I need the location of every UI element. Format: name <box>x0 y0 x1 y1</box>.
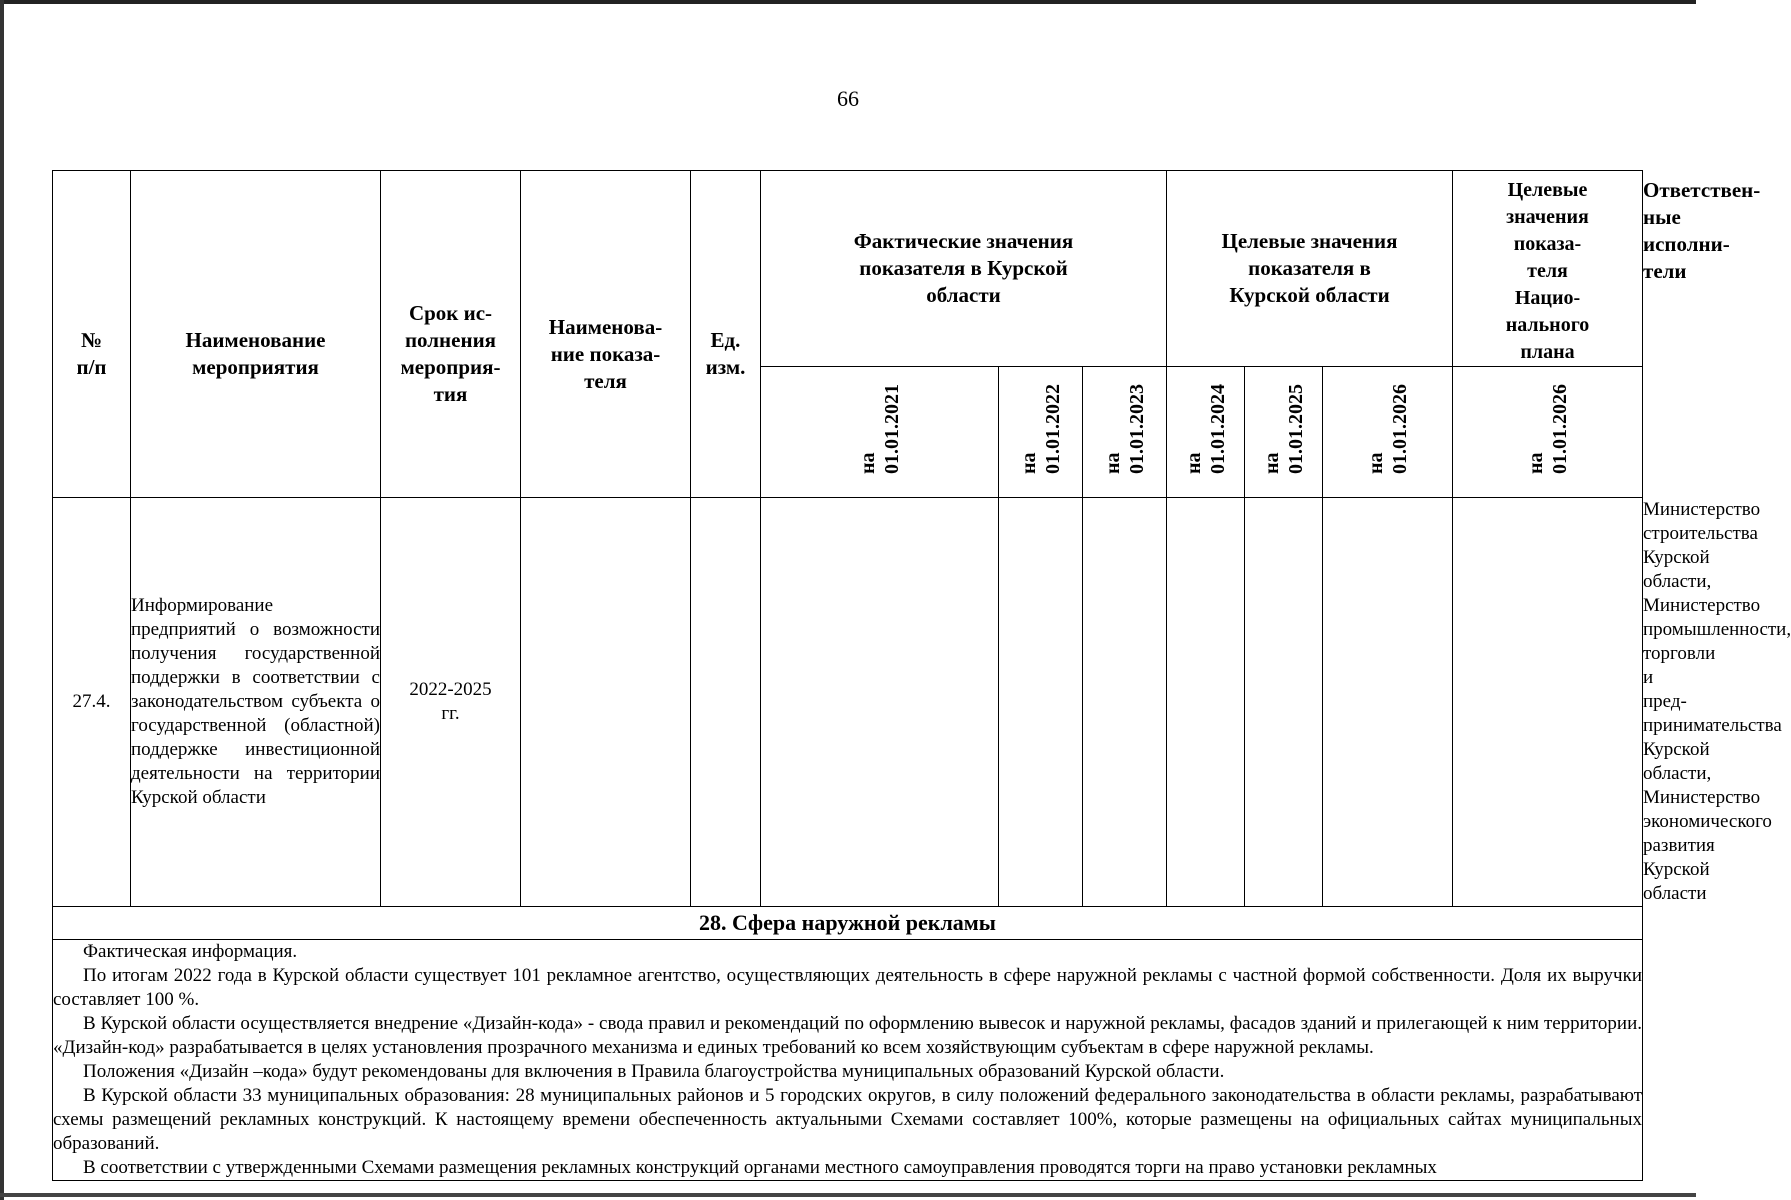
header-date-national-2026: на 01.01.2026 <box>1453 367 1643 498</box>
paragraph: В Курской области осуществляется внедрение «Дизайн-кода» - свода правил и рекомендаций по оформлению вывесок и наружной рекламы, фасадов зданий и прилегающей к ним территории. «Дизайн-код» разрабатывается в целях установления прозрачного механизма и единых требований ко всем хозяйствующим субъектам в сфере наружной рекламы. <box>53 1013 1642 1058</box>
row-value-2023 <box>1083 498 1167 907</box>
header-date-2026: на 01.01.2026 <box>1323 367 1453 498</box>
section-title: 28. Сфера наружной рекламы <box>53 907 1643 940</box>
header-indicator-name: Наименова- ние показа- теля <box>521 171 691 498</box>
header-term: Срок ис- полнения мероприя- тия <box>381 171 521 498</box>
text-row <box>53 940 1643 1181</box>
scan-edge-left <box>0 0 4 1200</box>
paragraph: Положения «Дизайн –кода» будут рекомендованы для включения в Правила благоустройства муниципальных образований Курской области. <box>83 1061 1225 1082</box>
header-actual-values-group: Фактические значения показателя в Курской области <box>761 171 1167 367</box>
row-value-national-2026 <box>1453 498 1643 907</box>
paragraph: В соответствии с утвержденными Схемами размещения рекламных конструкций органами местного самоуправления проводятся торги на право установки рекламных <box>83 1157 1437 1178</box>
row-value-2021 <box>761 498 999 907</box>
header-row-top: № п/п Наименование мероприятия Срок ис- полнения мероприя- тия Наименова- ние показа- теля Ед. изм. Фактические значения показателя в Курской области Целевые значения показателя в Курской области Целевые значения показа- теля Нацио- нального плана Ответствен- ные исполни- тели <box>53 171 1643 367</box>
header-date-2021: на 01.01.2021 <box>761 367 999 498</box>
page-number: 66 <box>837 86 859 111</box>
header-number: № п/п <box>53 171 131 498</box>
header-date-2024: на 01.01.2024 <box>1167 367 1245 498</box>
header-unit: Ед. изм. <box>691 171 761 498</box>
header-date-2022: на 01.01.2022 <box>999 367 1083 498</box>
header-target-values-group: Целевые значения показателя в Курской области <box>1167 171 1453 367</box>
row-indicator-name <box>521 498 691 907</box>
row-value-2026 <box>1323 498 1453 907</box>
row-value-2025 <box>1245 498 1323 907</box>
row-number: 27.4. <box>53 498 131 907</box>
paragraph: По итогам 2022 года в Курской области существует 101 рекламное агентство, осуществляющих деятельность в сфере наружной рекламы с частной формой собственности. Доля их выручки составляет 100 %. <box>53 965 1642 1010</box>
row-term: 2022-2025 гг. <box>381 498 521 907</box>
row-value-2024 <box>1167 498 1245 907</box>
paragraph: В Курской области 33 муниципальных образования: 28 муниципальных районов и 5 городских округов, в силу положений федерального законодательства в области рекламы, разрабатывают схемы размещений рекламных конструкций. К настоящему времени обеспеченность актуальными Схемами составляет 100%, которые размещены на официальных сайтах муниципальных образований. <box>53 1085 1642 1154</box>
row-event-name: Информирование предприятий о возможности получения государственной поддержки в соответствии с законодательством субъекта о государственной (областной) поддержке инвестиционной деятельности на территории Курской области <box>131 498 381 907</box>
row-value-2022 <box>999 498 1083 907</box>
scan-edge-top <box>0 0 1696 4</box>
header-date-2025: на 01.01.2025 <box>1245 367 1323 498</box>
header-national-plan-values: Целевые значения показа- теля Нацио- нального плана <box>1453 171 1643 367</box>
indicators-table <box>52 170 1791 1181</box>
section-text <box>53 940 1643 1181</box>
table-row: 27.4. Информирование предприятий о возможности получения государственной поддержки в соответствии с законодательством субъекта о государственной (областной) поддержке инвестиционной деятельности на территории Курской области 2022-2025 гг. Министерство строительства Курской области, Министерство промышленности, торговли и пред- принимательства Курской области, Министерство экономического развития Курской области <box>53 498 1643 907</box>
scan-edge-bottom <box>0 1193 1696 1197</box>
header-date-2023: на 01.01.2023 <box>1083 367 1167 498</box>
row-unit <box>691 498 761 907</box>
paragraph: Фактическая информация. <box>83 941 298 962</box>
header-event-name: Наименование мероприятия <box>131 171 381 498</box>
section-row <box>53 907 1643 940</box>
